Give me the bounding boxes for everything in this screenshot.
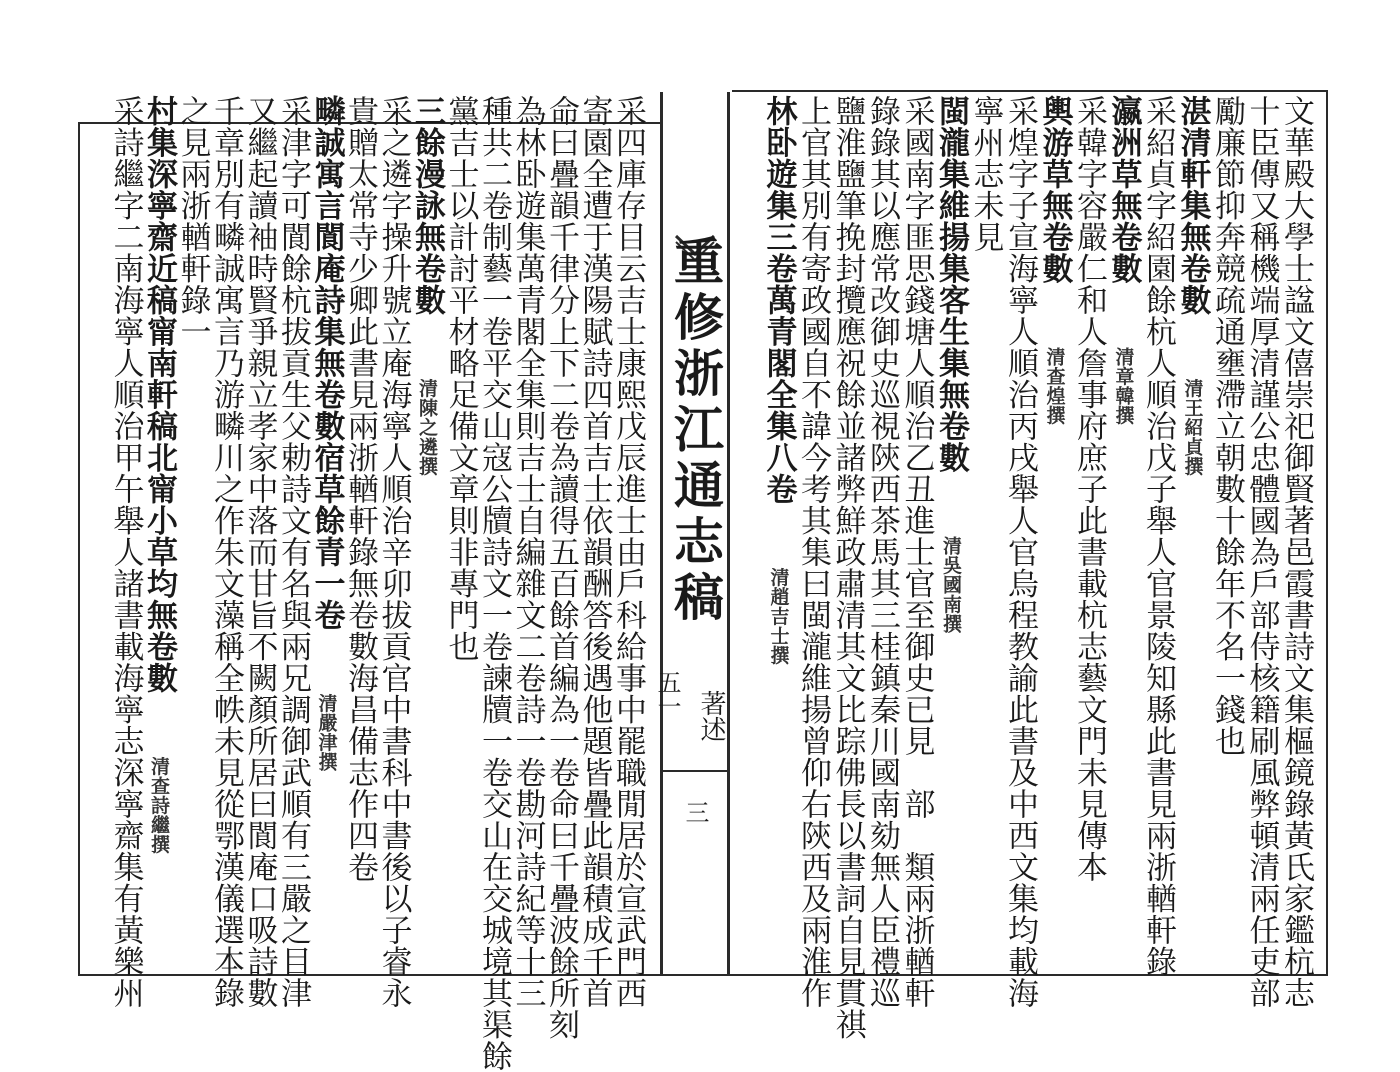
text-column [107, 95, 144, 1009]
text-column [1243, 95, 1280, 1009]
author-note: 清趙吉士撰 [767, 567, 790, 665]
column-text: 千章別有疄誠寓言乃游疄川之作朱文藻稱全帙未見從鄂漢儀選本錄 [208, 95, 244, 1009]
text-column [344, 95, 376, 965]
column-text: 為林卧遊集萬青閣全集則吉士自編雜文二卷詩一卷勘河詩紀等十三 [509, 95, 546, 1009]
frame-line-top-right [732, 90, 1328, 92]
frame-line-right [1326, 90, 1328, 976]
entry-title-column [411, 95, 443, 965]
text-column [829, 95, 866, 1040]
spacer [1106, 284, 1142, 347]
spine-section: 著述 [696, 690, 726, 742]
author-note: 清章韓撰 [1112, 347, 1135, 425]
column-text: 黨吉士以計討平材略足備文章則非專門也 [442, 95, 479, 662]
text-column [509, 95, 546, 1009]
entry-title-column [1036, 95, 1073, 965]
entry-title: 疄誠寓言閬庵詩集無卷數宿草餘青一卷 [308, 95, 345, 631]
spine-line-right [727, 92, 730, 976]
entry-title-column [143, 95, 175, 965]
column-text: 采紹貞字紹園餘杭人順治戊子舉人官景陵知縣此書見兩浙輶軒錄 [1140, 95, 1176, 977]
text-column [795, 95, 831, 1009]
column-text: 上官其別有寄政國自不諱今考其集曰閩瀧維揚曾仰右陝西及兩淮作 [795, 95, 831, 1009]
author-note: 清查煌撰 [1043, 347, 1066, 425]
text-column [476, 95, 512, 1072]
text-column [1073, 95, 1105, 965]
text-column [576, 95, 613, 1009]
spine-title: 重修浙江通志稿 [666, 235, 725, 627]
text-column [543, 95, 579, 1040]
frame-line-left [78, 122, 80, 976]
entry-title: 三餘漫詠無卷數 [409, 95, 445, 316]
text-column [208, 95, 244, 1009]
spine-divider [660, 770, 730, 772]
column-text: 又繼起讀袖時賢爭親立孝家中落而甘旨不闕顏所居曰閬庵口吸詩數 [241, 95, 278, 1009]
entry-title-column [308, 95, 345, 965]
entry-title-column [1105, 95, 1142, 965]
entry-title: 輿游草無卷數 [1036, 95, 1073, 284]
column-text: 采煌字子宣海寧人順治丙戌舉人官烏程教諭此書及中西文集均載海 [1002, 95, 1038, 1009]
entry-title: 林卧遊集三卷萬青閣全集八卷 [760, 95, 797, 505]
column-text: 之見兩浙輶軒錄一 [174, 95, 211, 347]
column-text: 貴贈太常寺少卿此書見兩浙輶軒錄無卷數海昌備志作四卷 [342, 95, 378, 883]
entry-title-column [1174, 95, 1211, 965]
author-note: 清陳之遴撰 [416, 378, 438, 476]
entry-title: 湛清軒集無卷數 [1174, 95, 1211, 316]
text-column [442, 95, 479, 965]
author-note: 清查詩繼撰 [148, 756, 170, 854]
author-note: 清吳國南撰 [940, 536, 962, 634]
column-text: 勵廉節抑奔競疏通壅滯立朝數十餘年不名一錢也 [1209, 95, 1245, 757]
text-column [1211, 95, 1243, 965]
spacer [933, 473, 969, 536]
spacer [141, 694, 177, 757]
column-text: 采韓字容嚴仁和人詹事府庶子此書載杭志藝文門未見傳本 [1071, 95, 1107, 883]
column-text: 十臣傳又稱機端厚清謹公忠體國為戶部侍核籍刷風弊頓清兩任吏部 [1243, 95, 1280, 1009]
column-text: 采詩繼字二南海寧人順治甲午舉人諸書載海寧志深寧齋集有黃樂州 [107, 95, 144, 1009]
entry-title: 瀛洲草無卷數 [1105, 95, 1142, 284]
spine-volume: 五一 [653, 670, 681, 718]
column-text: 寧州志未見 [967, 95, 1004, 253]
spacer [409, 316, 445, 379]
entry-title: 閩瀧集維揚集客生集無卷數 [933, 95, 969, 473]
entry-title-column [760, 95, 797, 965]
column-text: 寄園全遭于漢陽賦詩四首吉士依韻酬答後遇他題皆疊此韻積成千首 [576, 95, 613, 1009]
spacer [1175, 316, 1211, 379]
spine-page-number: 三 [681, 800, 709, 824]
column-text: 鹽淮鹽筆挽封攬應祝餘並諸弊鮮政肅清其文比踪佛長以書詞自見貫祺 [829, 95, 866, 1040]
spacer [309, 631, 345, 694]
column-text: 采之遴字操升號立庵海寧人順治辛卯拔貢官中書科中書後以子睿永 [375, 95, 412, 1009]
text-column [864, 95, 900, 1009]
author-note: 清王紹貞撰 [1181, 378, 1204, 476]
text-column [174, 95, 211, 965]
spacer [1037, 284, 1073, 347]
column-text: 文華殿大學士諡文僖崇祀御賢著邑霞書詩文集樞鏡錄黃氏家鑑杭志 [1278, 95, 1314, 1009]
text-column [1278, 95, 1314, 1009]
column-text: 種共二卷制藝一卷平交山寇公牘詩文一卷諫牘一卷交山在交城境其渠餘 [476, 95, 512, 1072]
spine-line-left [660, 92, 663, 976]
column-text: 采津字可閬餘杭拔貢生父勅詩文有名與兩兄調御武順有三嚴之目津 [275, 95, 311, 1009]
column-text: 錄錄其以應常改御史巡視陝西茶馬其三桂鎮秦川國南劾無人臣禮巡 [864, 95, 900, 1009]
text-column [275, 95, 311, 1009]
text-column [1140, 95, 1176, 977]
spacer [761, 505, 797, 568]
entry-title: 村集深寧齋近稿甯南軒稿北甯小草均無卷數 [141, 95, 177, 694]
text-column [241, 95, 278, 1009]
text-column [375, 95, 412, 1009]
column-text: 命曰疊韻千律分上下二卷為讀得五百餘首編為一卷命曰千疊波餘所刻 [543, 95, 579, 1040]
entry-title-column [935, 95, 967, 965]
author-note: 清嚴津撰 [315, 693, 338, 772]
text-column [1002, 95, 1038, 1009]
column-text: 采國南字匪思錢塘人順治乙丑進士官至御史已見 部 類兩浙輶軒 [898, 95, 935, 1009]
column-text: 采四庫存目云吉士康熙戊辰進士由戶科給事中罷職閒居於宣武門西 [610, 95, 646, 1009]
text-column [610, 95, 646, 1009]
text-column [898, 95, 935, 1009]
text-column [967, 95, 1004, 965]
